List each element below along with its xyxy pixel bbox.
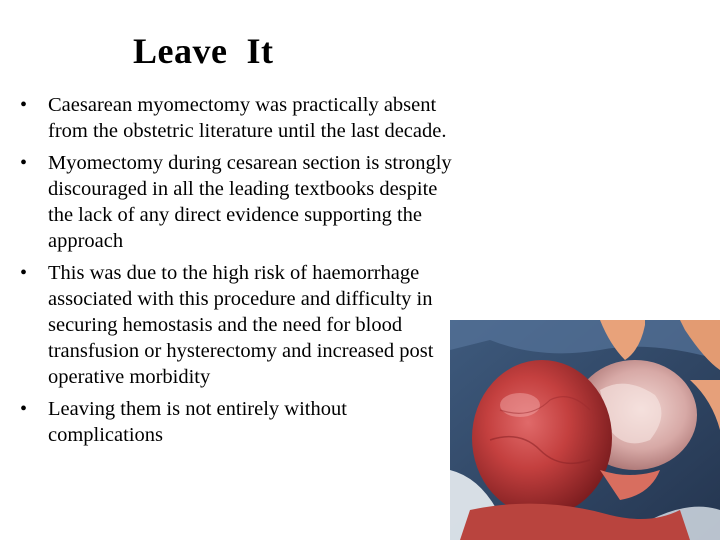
bullet-item — [18, 396, 458, 448]
bullet-item — [18, 92, 458, 144]
bullet-item — [18, 150, 458, 254]
bullet-text: This was due to the high risk of haemorrhage associated with this procedure and difficulty in securing hemostasis and the need for blood transfusion or hysterectomy and increased post operative morbidity — [48, 262, 434, 388]
bullet-icon: • — [20, 94, 28, 116]
bullet-text: Myomectomy during cesarean section is strongly discouraged in all the leading textbooks despite the lack of any direct evidence supporting the approach — [48, 152, 452, 252]
bullet-text: Leaving them is not entirely without complications — [48, 398, 347, 446]
bullet-icon: • — [20, 262, 28, 284]
bullet-icon: • — [20, 398, 28, 420]
slide-title: Leave It — [133, 31, 274, 71]
bullet-text: Caesarean myomectomy was practically absent from the obstetric literature until the last decade. — [48, 94, 447, 142]
bullet-list — [18, 92, 458, 454]
bullet-icon: • — [20, 152, 28, 174]
bullet-item — [18, 260, 458, 390]
surgical-photo — [450, 320, 720, 540]
